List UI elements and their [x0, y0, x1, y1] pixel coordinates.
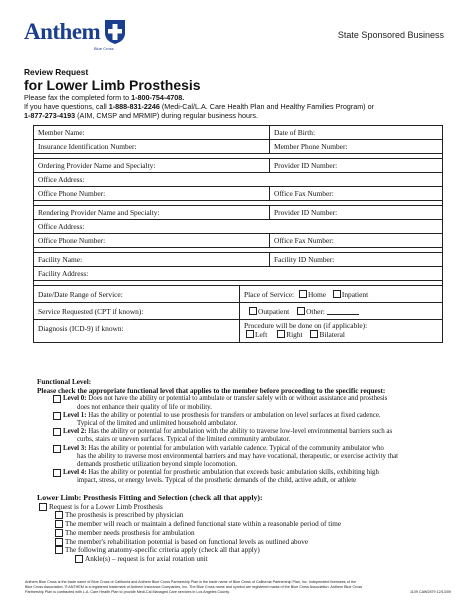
anthem-logo	[24, 20, 127, 45]
criteria-label-3: The member needs prosthesis for ambulation	[65, 528, 195, 537]
fitting-selection-section	[37, 494, 447, 564]
inpatient-label: Inpatient	[341, 290, 369, 299]
legal-footer	[25, 580, 451, 595]
date-of-birth-field[interactable]: Date of Birth:	[274, 128, 316, 137]
member-phone-field[interactable]: Member Phone Number:	[274, 142, 348, 151]
right-checkbox[interactable]	[277, 330, 285, 338]
request-label: Request is for a Lower Limb Prosthesis	[49, 502, 163, 511]
level-0-text-2: does not enhance their quality of life or mobility.	[77, 403, 212, 411]
page-title: for Lower Limb Prosthesis	[24, 77, 201, 93]
level-1-label: Level 1:	[63, 411, 87, 419]
questions-prefix: If you have questions, call	[24, 102, 109, 112]
outpatient-label: Outpatient	[258, 307, 290, 316]
form-row	[34, 126, 442, 140]
ordering-office-fax-field[interactable]: Office Fax Number:	[274, 189, 334, 198]
level-2-text: Has the ability or potential for ambulation with the ability to traverse low-level environmental barriers such as	[86, 428, 393, 436]
fax-line	[24, 93, 454, 102]
brand-subtitle: Blue Cross	[94, 46, 114, 51]
fax-prefix: Please fax the completed form to	[24, 93, 132, 102]
level-3-option	[37, 445, 447, 470]
diagnosis-field[interactable]: Diagnosis (ICD-9) if known:	[34, 320, 240, 342]
footer-line-3: Partnership Plan is contracted with L.A. Care Health Plan to provide Medi-Cal Managed Care services in Los Angeles County.	[25, 590, 230, 594]
criteria-label-1: The prosthesis is prescribed by physician	[65, 511, 184, 520]
criteria-item	[37, 538, 447, 547]
phone1-suffix: (Medi-Cal/L.A. Care Health Plan and Healthy Families Program) or	[159, 102, 374, 112]
home-checkbox[interactable]	[299, 290, 307, 298]
other-checkbox[interactable]	[297, 307, 305, 315]
criteria-checkbox-4[interactable]	[55, 538, 63, 546]
criteria-checkbox-2[interactable]	[55, 520, 63, 528]
level-2-label: Level 2:	[63, 428, 87, 436]
ankle-label: Ankle(s) – request is for axial rotation unit	[85, 554, 208, 563]
rendering-office-address-field[interactable]: Office Address:	[38, 222, 85, 231]
questions-line-2	[24, 111, 454, 120]
level-2-checkbox[interactable]	[53, 428, 61, 436]
title-block	[24, 67, 454, 121]
place-of-service-label: Place of Service:	[244, 290, 295, 299]
level-0-option	[37, 395, 447, 411]
bilateral-checkbox[interactable]	[310, 330, 318, 338]
level-0-text: Does not have the ability or potential to ambulate or transfer safely with or without assistance and prosthesis	[86, 395, 388, 403]
criteria-item	[37, 511, 447, 520]
bilateral-label: Bilateral	[319, 330, 345, 339]
level-4-option	[37, 469, 447, 485]
level-4-label: Level 4:	[63, 469, 87, 477]
level-4-text-2: impact, stress, or energy levels. Typical of the prosthetic demands of the child, active adult, or athlete	[77, 477, 357, 485]
facility-address-field[interactable]: Facility Address:	[38, 269, 89, 278]
side-options	[244, 330, 438, 339]
level-2-option	[37, 428, 447, 444]
phone-number-1: 1-888-831-2246	[108, 102, 160, 112]
level-4-text: Has the ability or potential for prosthetic ambulation that exceeds basic ambulation skills, exhibiting high	[86, 469, 379, 477]
business-label: State Sponsored Business	[337, 30, 444, 40]
form-row	[34, 267, 442, 281]
form-row	[34, 206, 442, 220]
ankle-option	[37, 555, 447, 564]
level-4-checkbox[interactable]	[53, 469, 61, 477]
questions-line	[24, 102, 454, 111]
level-3-text-3: demands prosthetic utilization beyond simple locomotion.	[77, 461, 237, 469]
form-row	[34, 140, 442, 154]
insurance-id-field[interactable]: Insurance Identification Number:	[34, 140, 270, 153]
criteria-checkbox-3[interactable]	[55, 529, 63, 537]
level-1-text: Has the ability or potential to use prosthesis for transfers or ambulation on level surfaces at fixed cadence.	[86, 411, 381, 419]
member-name-field[interactable]: Member Name:	[34, 126, 270, 139]
criteria-label-2: The member will reach or maintain a defined functional state within a reasonable period of time	[65, 520, 342, 529]
level-1-option	[37, 412, 447, 428]
level-3-checkbox[interactable]	[53, 445, 61, 453]
form-row	[34, 234, 442, 248]
criteria-checkbox-5[interactable]	[55, 546, 63, 554]
form-row	[34, 286, 442, 303]
level-1-text-2: Typical of the limited and unlimited household ambulator.	[77, 420, 238, 428]
phone-number-2: 1-877-273-4193	[24, 111, 76, 121]
outpatient-group	[240, 303, 442, 319]
rendering-provider-field[interactable]: Rendering Provider Name and Specialty:	[34, 206, 270, 219]
form-row	[34, 253, 442, 267]
rendering-office-fax-field[interactable]: Office Fax Number:	[274, 236, 334, 245]
form-row	[34, 220, 442, 234]
level-0-label: Level 0:	[63, 395, 87, 403]
level-3-text: Has the ability or potential for ambulation with variable cadence. Typical of the community ambulator who	[86, 444, 384, 452]
criteria-item	[37, 529, 447, 538]
level-0-checkbox[interactable]	[53, 395, 61, 403]
facility-name-field[interactable]: Facility Name:	[34, 253, 270, 266]
rendering-provider-id-field[interactable]: Provider ID Number:	[274, 208, 338, 217]
ordering-office-phone-field[interactable]: Office Phone Number:	[34, 187, 270, 200]
footer-line-2: Blue Cross Association. ® ANTHEM is a registered trademark of Anthem Insurance Companies, Inc. The Blue Cross name and symbol are registered marks of the Blue Cross Association. Anthem Blue Cross	[25, 585, 363, 589]
level-1-checkbox[interactable]	[53, 412, 61, 420]
brand-name: Anthem	[24, 19, 101, 44]
request-option	[37, 503, 447, 512]
rendering-office-phone-field[interactable]: Office Phone Number:	[34, 234, 270, 247]
functional-level-section	[37, 378, 447, 486]
phone2-suffix: (AIM, CMSP and MRMIP) during regular business hours.	[75, 111, 258, 121]
form-row	[34, 303, 442, 320]
service-requested-field[interactable]: Service Requested (CPT if known):	[34, 303, 240, 319]
form-row	[34, 173, 442, 187]
criteria-checkbox-1[interactable]	[55, 511, 63, 519]
blue-cross-logo-icon	[103, 19, 127, 45]
functional-level-heading: Functional Level:	[37, 378, 92, 386]
ordering-provider-id-field[interactable]: Provider ID Number:	[274, 161, 338, 170]
other-blank[interactable]	[327, 308, 359, 315]
criteria-label-4: The member's rehabilitation potential is based on functional levels as outlined above	[65, 537, 309, 546]
level-2-text-2: curbs, stairs or uneven surfaces. Typical of the limited community ambulator.	[77, 436, 291, 444]
level-3-text-2: has the ability to traverse most environmental barriers and may have vocational, therapeutic, or exercise activity that	[77, 452, 399, 460]
criteria-item	[37, 546, 447, 555]
facility-id-field[interactable]: Facility ID Number:	[274, 255, 335, 264]
form-row	[34, 320, 442, 342]
ordering-office-address-field[interactable]: Office Address:	[38, 175, 85, 184]
form-row	[34, 187, 442, 201]
fitting-heading: Lower Limb: Prosthesis Fitting and Selection (check all that apply):	[37, 493, 263, 502]
fax-number: 1-800-754-4708.	[131, 93, 185, 102]
home-label: Home	[307, 290, 326, 299]
functional-level-instructions: Please check the appropriate functional level that applies to the member before proceeding to the specific request:	[37, 387, 386, 396]
right-label: Right	[286, 330, 303, 339]
outpatient-checkbox[interactable]	[249, 307, 257, 315]
request-form	[33, 125, 443, 343]
inpatient-checkbox[interactable]	[333, 290, 341, 298]
ordering-provider-field[interactable]: Ordering Provider Name and Specialty:	[34, 159, 270, 172]
form-row	[34, 159, 442, 173]
level-3-label: Level 3:	[63, 444, 87, 452]
criteria-item	[37, 520, 447, 529]
ankle-checkbox[interactable]	[75, 555, 83, 563]
criteria-label-5: The following anatomy-specific criteria apply (check all that apply)	[65, 546, 260, 555]
other-label: Other:	[306, 307, 325, 316]
place-of-service-group	[240, 286, 442, 302]
left-checkbox[interactable]	[246, 330, 254, 338]
form-code: 1109 CAW2879 12/13/09	[409, 590, 451, 594]
date-range-field[interactable]: Date/Date Range of Service:	[34, 286, 240, 302]
procedure-side-group	[240, 320, 442, 342]
review-request-label: Review Request	[24, 67, 89, 77]
procedure-on-label: Procedure will be done on (if applicable):	[244, 321, 368, 330]
footer-line-1: Anthem Blue Cross is the trade name of Blue Cross of California and Anthem Blue Cross Partnership Plan is the trade name of Blue Cross of California Partnership Plan, Inc. Independent licensees of the	[25, 580, 357, 584]
left-label: Left	[255, 330, 268, 339]
request-checkbox[interactable]	[39, 503, 47, 511]
